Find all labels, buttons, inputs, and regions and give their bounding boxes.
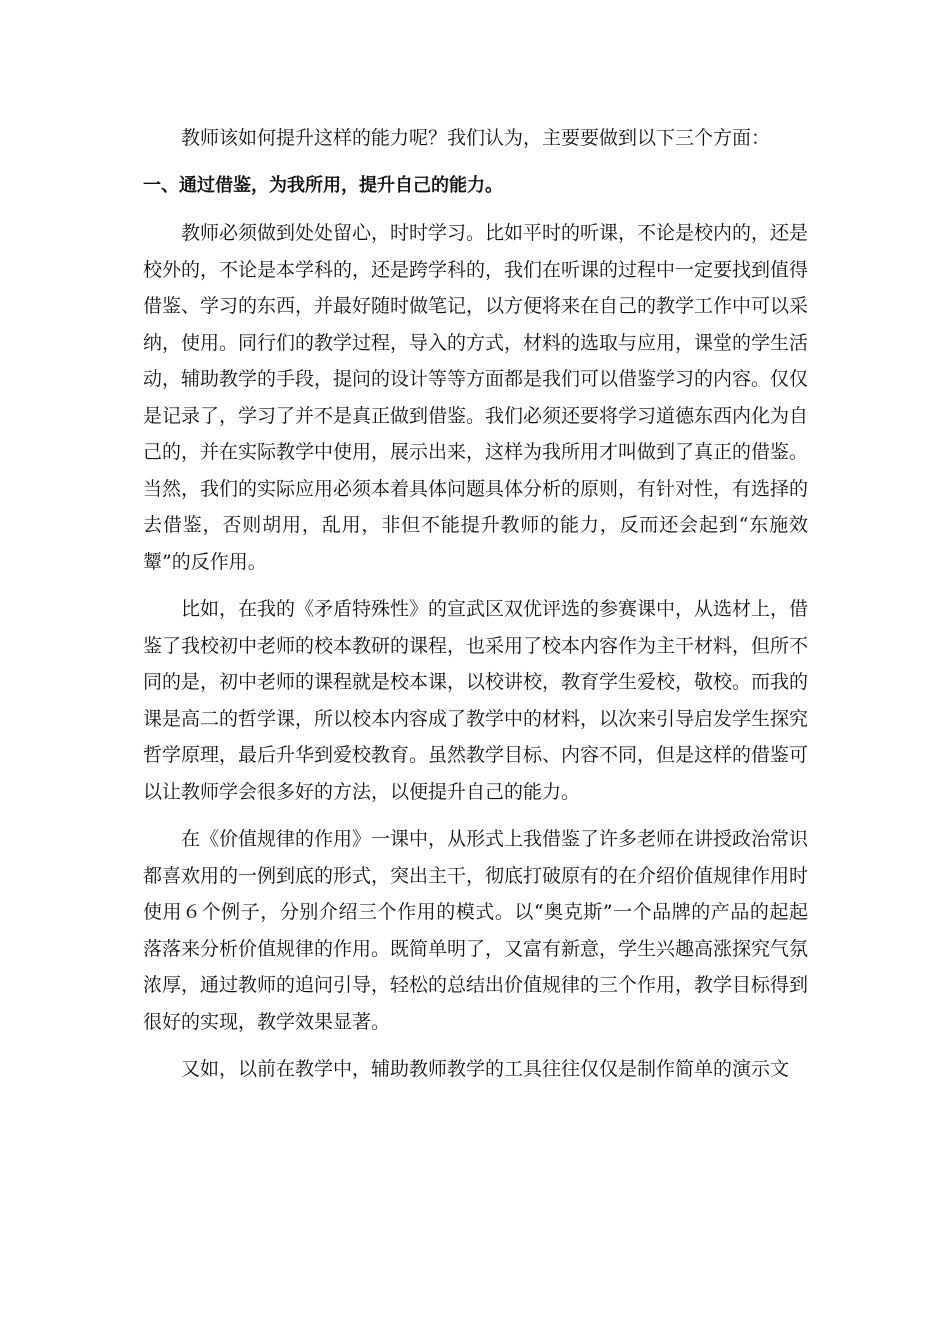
intro-paragraph: 教师该如何提升这样的能力呢？我们认为，主要要做到以下三个方面： (181, 127, 771, 149)
document-page (143, 120, 808, 1099)
body-paragraph-4: 又如，以前在教学中，辅助教师教学的工具往往仅仅是制作简单的演示文 (181, 1058, 790, 1080)
body-paragraph-2: 比如，在我的《矛盾特殊性》的宣武区双优评选的参赛课中，从选材上，借鉴了我校初中老师的校本教研的课程，也采用了校本内容作为主干材料，但所不同的是，初中老师的课程就是校本课，以校讲校，教育学生爱校，敬校。而我的课是高二的哲学课，所以校本内容成了教学中的材料，以次来引导启发学生探究哲学原理，最后升华到爱校教育。虽然教学目标、内容不同，但是这样的借鉴可以让教师学会很多好的方法，以便提升自己的能力。 (143, 598, 809, 803)
body-paragraph-1: 教师必须做到处处留心，时时学习。比如平时的听课，不论是校内的，还是校外的，不论是本学科的，还是跨学科的，我们在听课的过程中一定要找到值得借鉴、学习的东西，并最好随时做笔记，以方便将来在自己的教学工作中可以采纳，使用。同行们的教学过程，导入的方式，材料的选取与应用，课堂的学生活动，辅助教学的手段，提问的设计等等方面都是我们可以借鉴学习的内容。仅仅是记录了，学习了并不是真正做到借鉴。我们必须还要将学习道德东西内化为自己的，并在实际教学中使用，展示出来，这样为我所用才叫做到了真正的借鉴。当然，我们的实际应用必须本着具体问题具体分析的原则，有针对性，有选择的去借鉴，否则胡用，乱用，非但不能提升教师的能力，反而还会起到“东施效颦”的反作用。 (143, 222, 809, 573)
body-paragraph-3: 在《价值规律的作用》一课中，从形式上我借鉴了许多老师在讲授政治常识都喜欢用的一例到底的形式，突出主干，彻底打破原有的在介绍价值规律作用时使用６个例子，分别介绍三个作用的模式。以“奥克斯”一个品牌的产品的起起落落来分析价值规律的作用。既简单明了，又富有新意，学生兴趣高涨探究气氛浓厚，通过教师的追问引导，轻松的总结出价值规律的三个作用，教学目标得到很好的实现，教学效果显著。 (143, 828, 809, 1033)
section-heading-1: 一、通过借鉴，为我所用，提升自己的能力。 (143, 174, 503, 196)
